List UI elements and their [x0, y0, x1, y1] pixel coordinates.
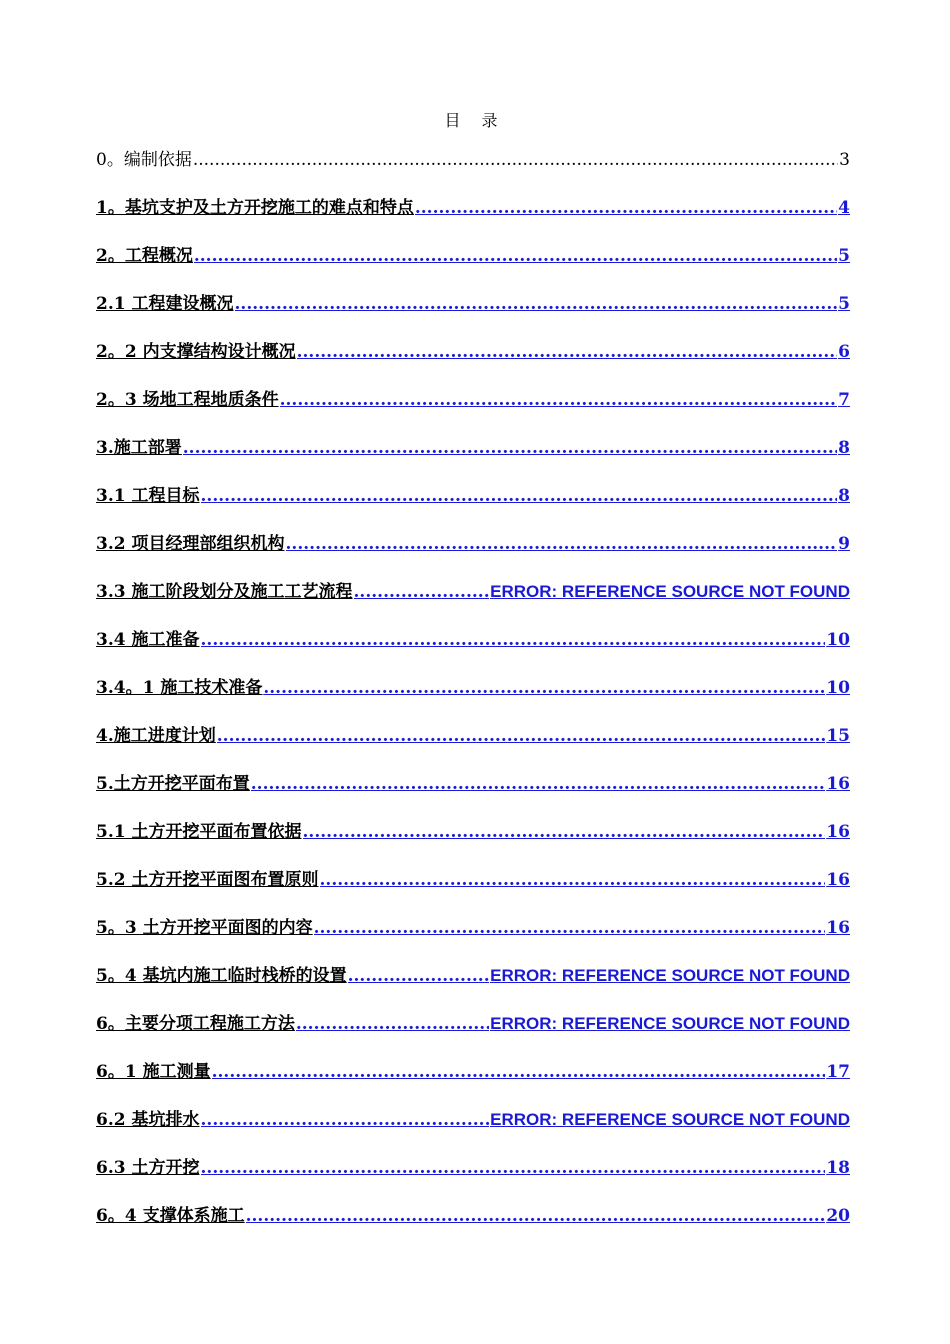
toc-entry[interactable]	[96, 1011, 850, 1059]
toc-dot-leader	[217, 723, 826, 749]
toc-entry-label: 2。2 内支撑结构设计概况	[96, 342, 296, 362]
toc-page-number: 20	[826, 1206, 850, 1226]
toc-entry[interactable]	[96, 867, 850, 915]
toc-page-number: 6	[838, 342, 850, 362]
toc-entry[interactable]	[96, 819, 850, 867]
toc-entry[interactable]	[96, 243, 850, 291]
toc-page-number: 15	[826, 726, 850, 746]
toc-entry-label: 2。3 场地工程地质条件	[96, 390, 279, 410]
toc-reference-error: ERROR: REFERENCE SOURCE NOT FOUND	[490, 966, 850, 985]
toc-entry-label: 6。主要分项工程施工方法	[96, 1014, 295, 1034]
toc-dot-leader	[201, 627, 826, 653]
toc-dot-leader	[201, 1107, 490, 1133]
toc-entry-label: 3.4。1 施工技术准备	[96, 678, 263, 698]
toc-page-number: 10	[826, 630, 850, 650]
toc-page-number: 5	[838, 294, 850, 314]
toc-entry-label: 5。4 基坑内施工临时栈桥的设置	[96, 966, 347, 986]
toc-entry[interactable]	[96, 387, 850, 435]
toc-page-number: 16	[826, 774, 850, 794]
toc-entry-label: 6.3 土方开挖	[96, 1158, 200, 1178]
toc-dot-leader	[251, 771, 826, 797]
toc-entry-label: 5.2 土方开挖平面图布置原则	[96, 870, 319, 890]
toc-entry[interactable]	[96, 675, 850, 723]
toc-page-number: 4	[838, 198, 850, 218]
toc-dot-leader	[303, 819, 826, 845]
toc-entry[interactable]	[96, 915, 850, 963]
toc-page-number: 8	[838, 438, 850, 458]
toc-entry[interactable]	[96, 339, 850, 387]
toc-reference-error: ERROR: REFERENCE SOURCE NOT FOUND	[490, 1014, 850, 1033]
toc-dot-leader	[193, 147, 838, 173]
toc-entry[interactable]	[96, 483, 850, 531]
toc-dot-leader	[280, 387, 838, 413]
toc-entry-label: 0。编制依据	[96, 150, 192, 170]
toc-page-number: 9	[838, 534, 850, 554]
toc-entry-label: 6。1 施工测量	[96, 1062, 211, 1082]
toc-entry-label: 5。3 土方开挖平面图的内容	[96, 918, 313, 938]
toc-entry[interactable]	[96, 579, 850, 627]
toc-entry-label: 6。4 支撑体系施工	[96, 1206, 245, 1226]
toc-list	[96, 147, 850, 1251]
toc-entry-label: 4.施工进度计划	[96, 726, 216, 746]
toc-dot-leader	[296, 1011, 489, 1037]
toc-entry[interactable]	[96, 627, 850, 675]
toc-page-number: 18	[826, 1158, 850, 1178]
toc-dot-leader	[194, 243, 837, 269]
toc-dot-leader	[314, 915, 826, 941]
toc-entry[interactable]	[96, 1155, 850, 1203]
toc-entry[interactable]	[96, 723, 850, 771]
toc-dot-leader	[320, 867, 826, 893]
toc-entry-label: 5.土方开挖平面布置	[96, 774, 250, 794]
toc-reference-error: ERROR: REFERENCE SOURCE NOT FOUND	[490, 582, 850, 601]
toc-entry[interactable]	[96, 195, 850, 243]
toc-dot-leader	[183, 435, 837, 461]
toc-dot-leader	[297, 339, 838, 365]
toc-entry[interactable]	[96, 1107, 850, 1155]
toc-entry-label: 2。工程概况	[96, 246, 193, 266]
toc-page-number: 5	[838, 246, 850, 266]
toc-page-number: 17	[826, 1062, 850, 1082]
toc-dot-leader	[286, 531, 838, 557]
toc-page-number: 3	[839, 150, 850, 170]
toc-entry-label: 6.2 基坑排水	[96, 1110, 200, 1130]
toc-dot-leader	[235, 291, 838, 317]
toc-entry[interactable]	[96, 963, 850, 1011]
toc-entry-label: 3.施工部署	[96, 438, 182, 458]
toc-page-number: 16	[826, 822, 850, 842]
toc-entry[interactable]	[96, 291, 850, 339]
toc-dot-leader	[263, 675, 825, 701]
toc-entry	[96, 147, 850, 195]
toc-entry-label: 2.1 工程建设概况	[96, 294, 234, 314]
toc-title: 目 录	[444, 111, 506, 130]
toc-dot-leader	[246, 1203, 826, 1229]
toc-dot-leader	[201, 483, 838, 509]
toc-dot-leader	[348, 963, 490, 989]
toc-entry[interactable]	[96, 1203, 850, 1251]
toc-entry-label: 3.1 工程目标	[96, 486, 200, 506]
toc-page-number: 10	[826, 678, 850, 698]
toc-page-number: 8	[838, 486, 850, 506]
toc-entry-label: 1。基坑支护及土方开挖施工的难点和特点	[96, 198, 414, 218]
toc-entry[interactable]	[96, 531, 850, 579]
toc-dot-leader	[354, 579, 490, 605]
toc-entry[interactable]	[96, 1059, 850, 1107]
toc-entry[interactable]	[96, 435, 850, 483]
toc-dot-leader	[201, 1155, 826, 1181]
toc-dot-leader	[212, 1059, 826, 1085]
toc-page-number: 16	[826, 918, 850, 938]
toc-entry[interactable]	[96, 771, 850, 819]
toc-entry-label: 3.4 施工准备	[96, 630, 200, 650]
toc-entry-label: 3.2 项目经理部组织机构	[96, 534, 285, 554]
toc-page-number: 7	[838, 390, 850, 410]
toc-entry-label: 5.1 土方开挖平面布置依据	[96, 822, 302, 842]
toc-entry-label: 3.3 施工阶段划分及施工工艺流程	[96, 582, 353, 602]
toc-reference-error: ERROR: REFERENCE SOURCE NOT FOUND	[490, 1110, 850, 1129]
toc-page-number: 16	[826, 870, 850, 890]
toc-dot-leader	[415, 195, 837, 221]
